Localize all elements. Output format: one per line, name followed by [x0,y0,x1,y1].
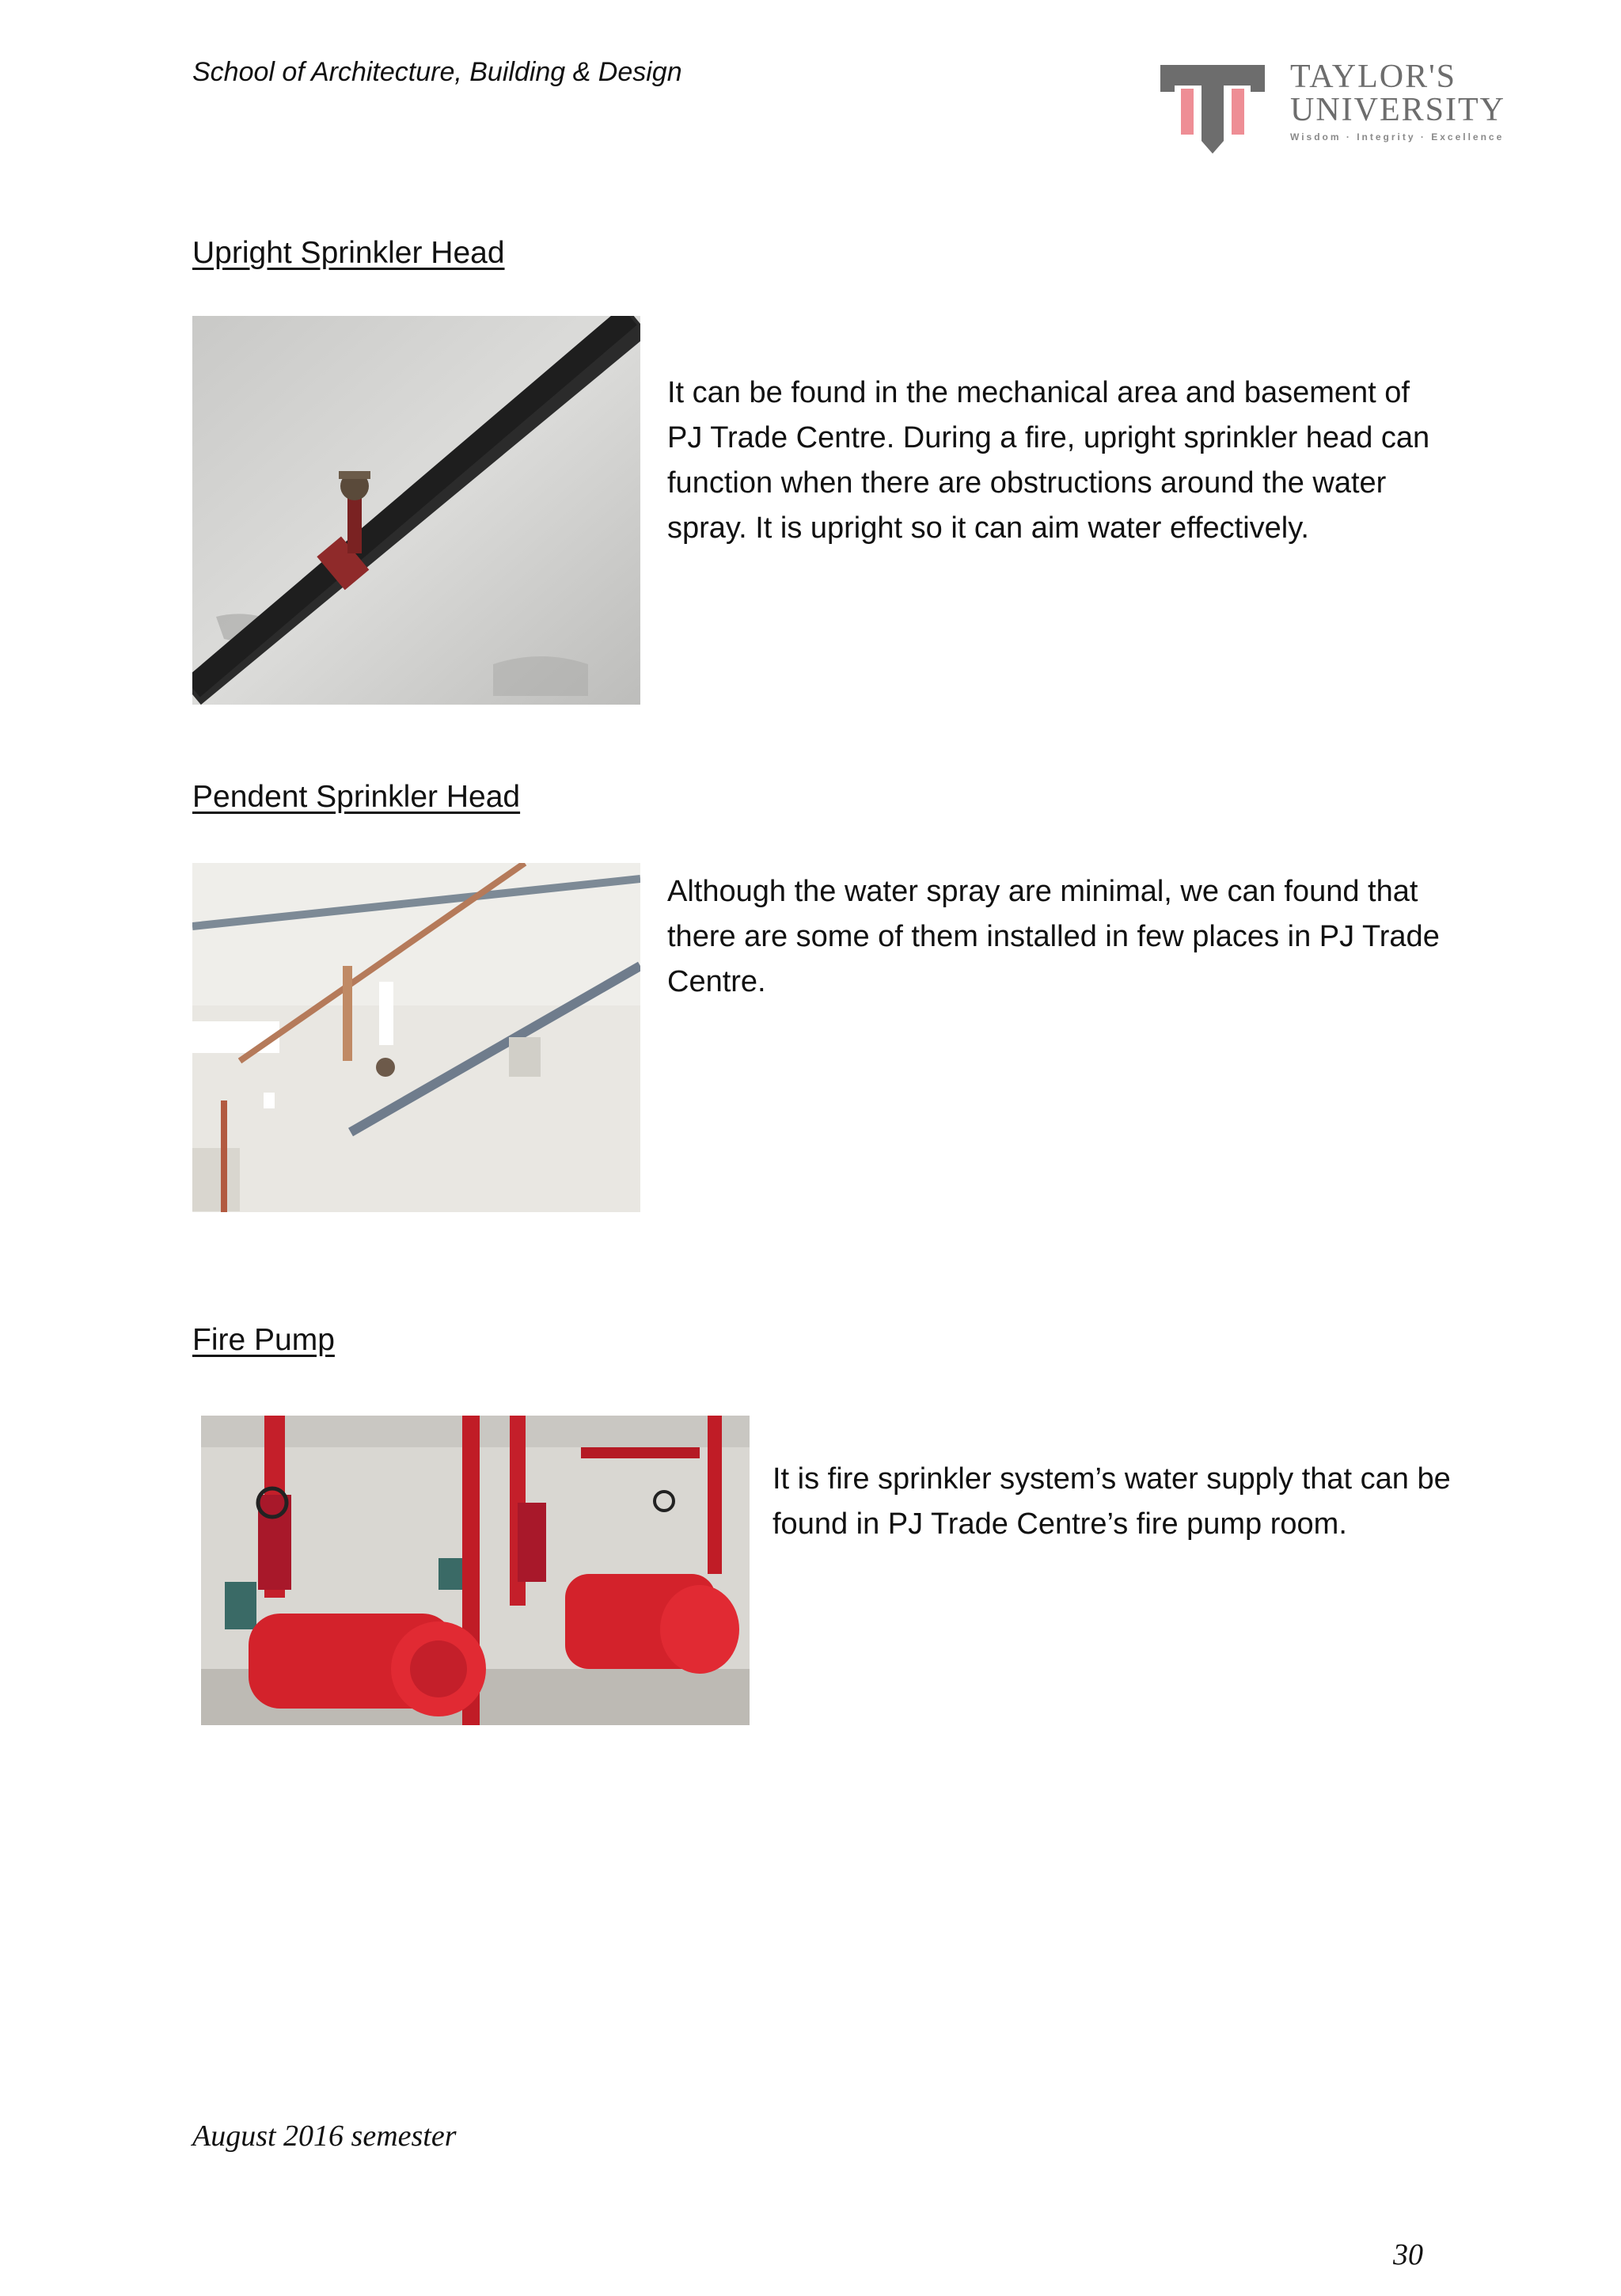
logo-line-2: UNIVERSITY [1290,92,1505,128]
page-number: 30 [1393,2238,1423,2271]
taylors-logo-icon [1157,62,1268,155]
school-name: School of Architecture, Building & Design [192,57,682,87]
upright-sprinkler-photo [192,316,640,705]
section-title-pendent-sprinkler: Pendent Sprinkler Head [192,780,521,814]
logo-motto: Wisdom · Integrity · Excellence [1290,131,1505,143]
logo-wordmark [1290,60,1505,143]
footer-semester: August 2016 semester [192,2119,457,2153]
fire-pump-photo [201,1416,750,1725]
pendent-sprinkler-description: Although the water spray are minimal, we can found that there are some of them installed in few places in PJ Trade Centre. [667,875,1440,998]
fire-pump-description: It is fire sprinkler system’s water supply that can be found in PJ Trade Centre’s fire pump room. [773,1462,1451,1541]
logo-line-1: TAYLOR'S [1290,59,1457,95]
upright-sprinkler-description: It can be found in the mechanical area and basement of PJ Trade Centre. During a fire, upright sprinkler head can function when there are obstructions around the water spray. It is upright so it can aim water effectively. [667,376,1430,545]
section-title-fire-pump: Fire Pump [192,1323,335,1357]
section-title-upright-sprinkler: Upright Sprinkler Head [192,236,505,270]
university-logo [1157,59,1529,157]
pendent-sprinkler-photo [192,863,640,1212]
